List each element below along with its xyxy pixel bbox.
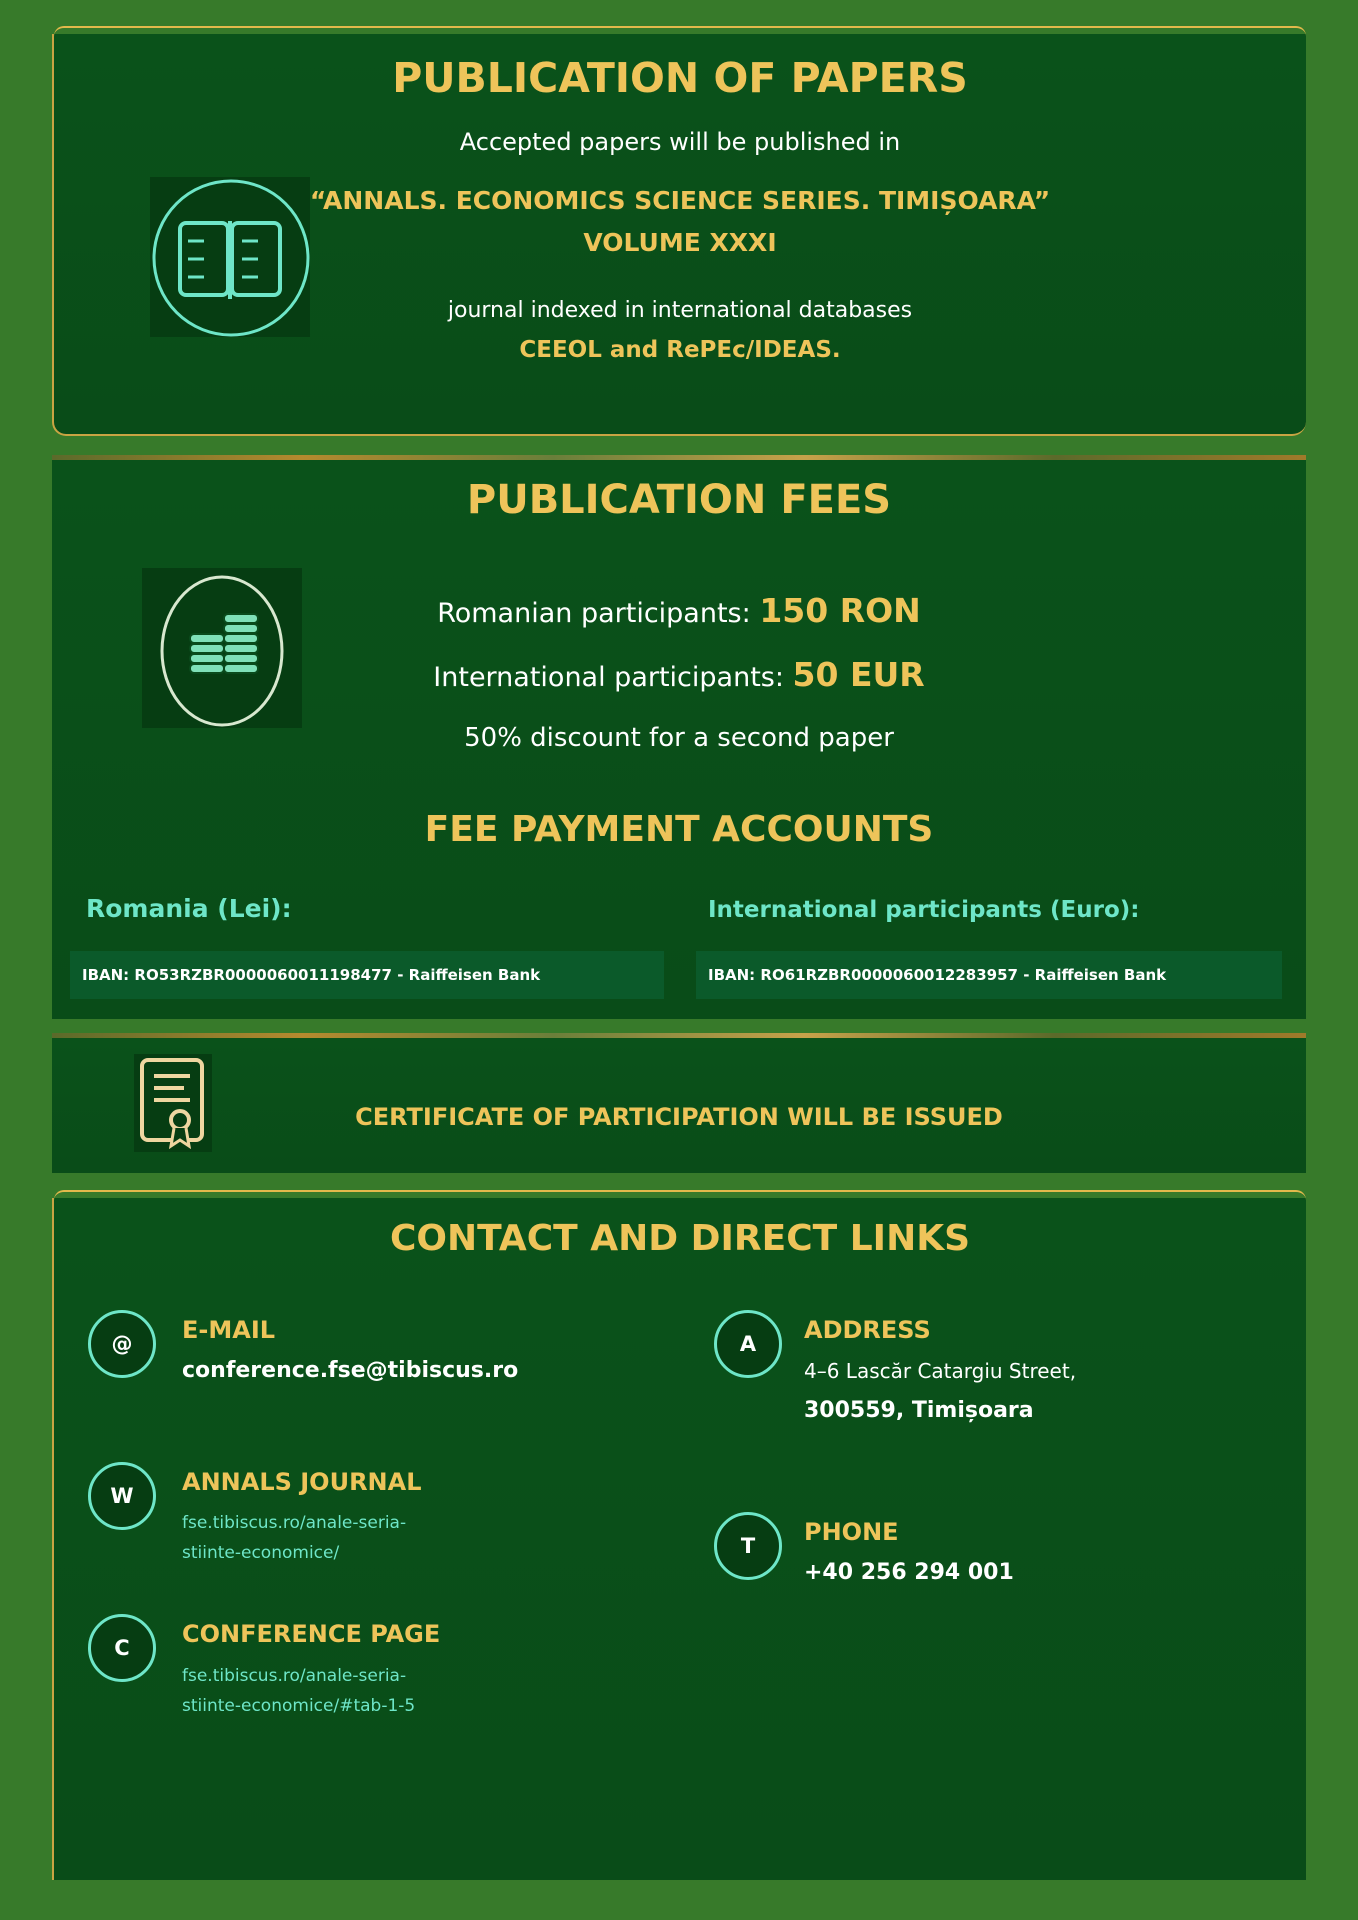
journal-icon: W — [88, 1462, 156, 1530]
journal-link-line1: fse.tibiscus.ro/anale-seria- — [182, 1513, 407, 1533]
fees-panel — [52, 457, 1306, 1019]
indexed-text: journal indexed in international databases — [447, 298, 913, 323]
phone-title: PHONE — [804, 1518, 899, 1546]
address-icon: A — [714, 1310, 782, 1378]
journal-name: “ANNALS. ECONOMICS SCIENCE SERIES. TIMIȘOARA” — [309, 186, 1051, 215]
discount-text: 50% discount for a second paper — [464, 723, 894, 753]
accounts-title: FEE PAYMENT ACCOUNTS — [424, 809, 934, 850]
certificate-panel — [52, 1035, 1306, 1173]
address-title: ADDRESS — [804, 1316, 931, 1344]
romanian-label: Romanian participants: — [437, 598, 751, 629]
international-account-label: International participants (Euro): — [708, 897, 1140, 923]
contact-title: CONTACT AND DIRECT LINKS — [389, 1218, 971, 1259]
conference-link[interactable] — [182, 1661, 442, 1721]
conference-icon: C — [88, 1614, 156, 1682]
international-label: International participants: — [433, 662, 784, 693]
address-line1: 4–6 Lascăr Catargiu Street, — [804, 1359, 1077, 1383]
phone-icon: T — [714, 1512, 782, 1580]
email-title: E-MAIL — [182, 1316, 276, 1344]
romanian-fee — [52, 591, 1306, 630]
contact-panel — [52, 1198, 1306, 1880]
phone-value[interactable]: +40 256 294 001 — [804, 1560, 1014, 1585]
conference-link-line1: fse.tibiscus.ro/anale-seria- — [182, 1666, 407, 1686]
publication-panel — [52, 34, 1306, 436]
international-amount: 50 EUR — [792, 655, 925, 694]
fees-title: PUBLICATION FEES — [466, 477, 892, 523]
conference-title: CONFERENCE PAGE — [182, 1620, 441, 1648]
email-value[interactable]: conference.fse@tibiscus.ro — [182, 1358, 519, 1383]
address-line2: 300559, Timișoara — [804, 1398, 1034, 1423]
journal-title: ANNALS JOURNAL — [182, 1468, 422, 1496]
journal-volume: VOLUME XXXI — [583, 228, 777, 257]
email-icon: @ — [88, 1310, 156, 1378]
romania-iban: IBAN: RO53RZBR0000060011198477 - Raiffeisen Bank — [70, 951, 664, 999]
international-iban: IBAN: RO61RZBR0000060012283957 - Raiffeisen Bank — [696, 951, 1282, 999]
romania-account-label: Romania (Lei): — [86, 894, 292, 923]
journal-link-line2: stiinte-economice/ — [182, 1543, 340, 1563]
databases: CEEOL and RePEc/IDEAS. — [519, 337, 841, 363]
conference-link-line2: stiinte-economice/#tab-1-5 — [182, 1696, 416, 1716]
publication-title: PUBLICATION OF PAPERS — [392, 54, 968, 102]
certificate-text: CERTIFICATE OF PARTICIPATION WILL BE ISSUED — [355, 1103, 1003, 1131]
international-fee — [52, 655, 1306, 694]
publication-intro: Accepted papers will be published in — [459, 128, 901, 156]
journal-link[interactable] — [182, 1508, 442, 1568]
romanian-amount: 150 RON — [759, 591, 921, 630]
